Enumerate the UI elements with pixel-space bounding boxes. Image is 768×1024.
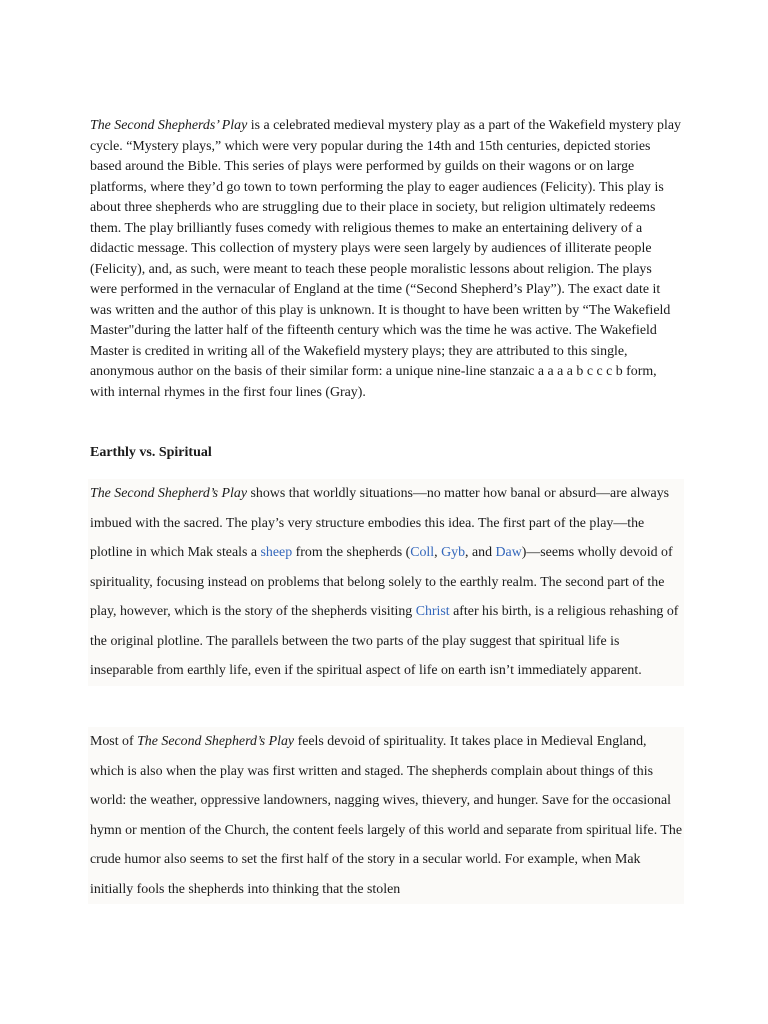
separator-text: , bbox=[434, 545, 442, 560]
separator-text: , and bbox=[465, 545, 496, 560]
link-daw[interactable]: Daw bbox=[495, 545, 522, 560]
play-title-italic: The Second Shepherd’s Play bbox=[90, 486, 248, 501]
link-christ[interactable]: Christ bbox=[415, 604, 450, 619]
play-title-italic: The Second Shepherds’ Play bbox=[90, 118, 248, 133]
link-sheep[interactable]: sheep bbox=[260, 545, 293, 560]
paragraph-text: from the shepherds ( bbox=[292, 545, 411, 560]
intro-paragraph-text: is a celebrated medieval mystery play as a part of the Wakefield mystery play cycle. “Mystery plays,” which were very popular during the 14th and 15th centuries, depicted stories based around the Bible. This series of plays were performed by guilds on their wagons or on large platforms, where they’d go town to town performing the play to eager audiences (Felicity). This play is about three shepherds who are struggling due to their place in society, but religion ultimately redeems them. The play brilliantly fuses comedy with religious themes to make an entertaining delivery of a didactic message. This collection of mystery plays were seen largely by audiences of illiterate people (Felicity), and, as such, were meant to teach these people moralistic lessons about religion. The plays were performed in the vernacular of England at the time (“Second Shepherd’s Play”). The exact date it was written and the author of this play is unknown. It is thought to have been written by “The Wakefield Master"during the latter half of the fifteenth century which was the time he was active. The Wakefield Master is credited in writing all of the Wakefield mystery plays; they are attributed to this single, anonymous author on the basis of their similar form: a unique nine-line stanzaic a a a a b c c c b form, with internal rhymes in the first four lines (Gray). bbox=[90, 118, 681, 400]
link-gyb[interactable]: Gyb bbox=[441, 545, 466, 560]
intro-paragraph bbox=[90, 116, 682, 403]
paragraph-text: )—seems wholly devoid of spirituality, focusing instead on problems that belong solely to the earthly realm. The second part of the play, however, which is the story of the shepherds visiting bbox=[90, 545, 673, 619]
paragraph-text: Most of bbox=[90, 734, 138, 749]
paragraph-text: after his birth, is a religious rehashing of the original plotline. The parallels between the two parts of the play suggest that spiritual life is inseparable from earthly life, even if the spiritual aspect of life on earth isn’t immediately apparent. bbox=[90, 604, 679, 678]
earthly-spiritual-paragraph bbox=[88, 479, 684, 686]
link-coll[interactable]: Coll bbox=[410, 545, 435, 560]
paragraph-text: feels devoid of spirituality. It takes place in Medieval England, which is also when the play was first written and staged. The shepherds complain about things of this world: the weather, oppressive landowners, nagging wives, thievery, and hunger. Save for the occasional hymn or mention of the Church, the content feels largely of this world and separate from spiritual life. The crude humor also seems to set the first half of the story in a secular world. For example, when Mak initially fools the shepherds into thinking that the stolen bbox=[90, 734, 682, 897]
paragraph-text: shows that worldly situations—no matter how banal or absurd—are always imbued with the sacred. The play’s very structure embodies this idea. The first part of the play—the plotline in which Mak steals a bbox=[90, 486, 670, 560]
section-heading: Earthly vs. Spiritual bbox=[90, 445, 212, 460]
play-title-italic: The Second Shepherd’s Play bbox=[137, 734, 295, 749]
devoid-of-spirituality-paragraph bbox=[88, 727, 684, 904]
